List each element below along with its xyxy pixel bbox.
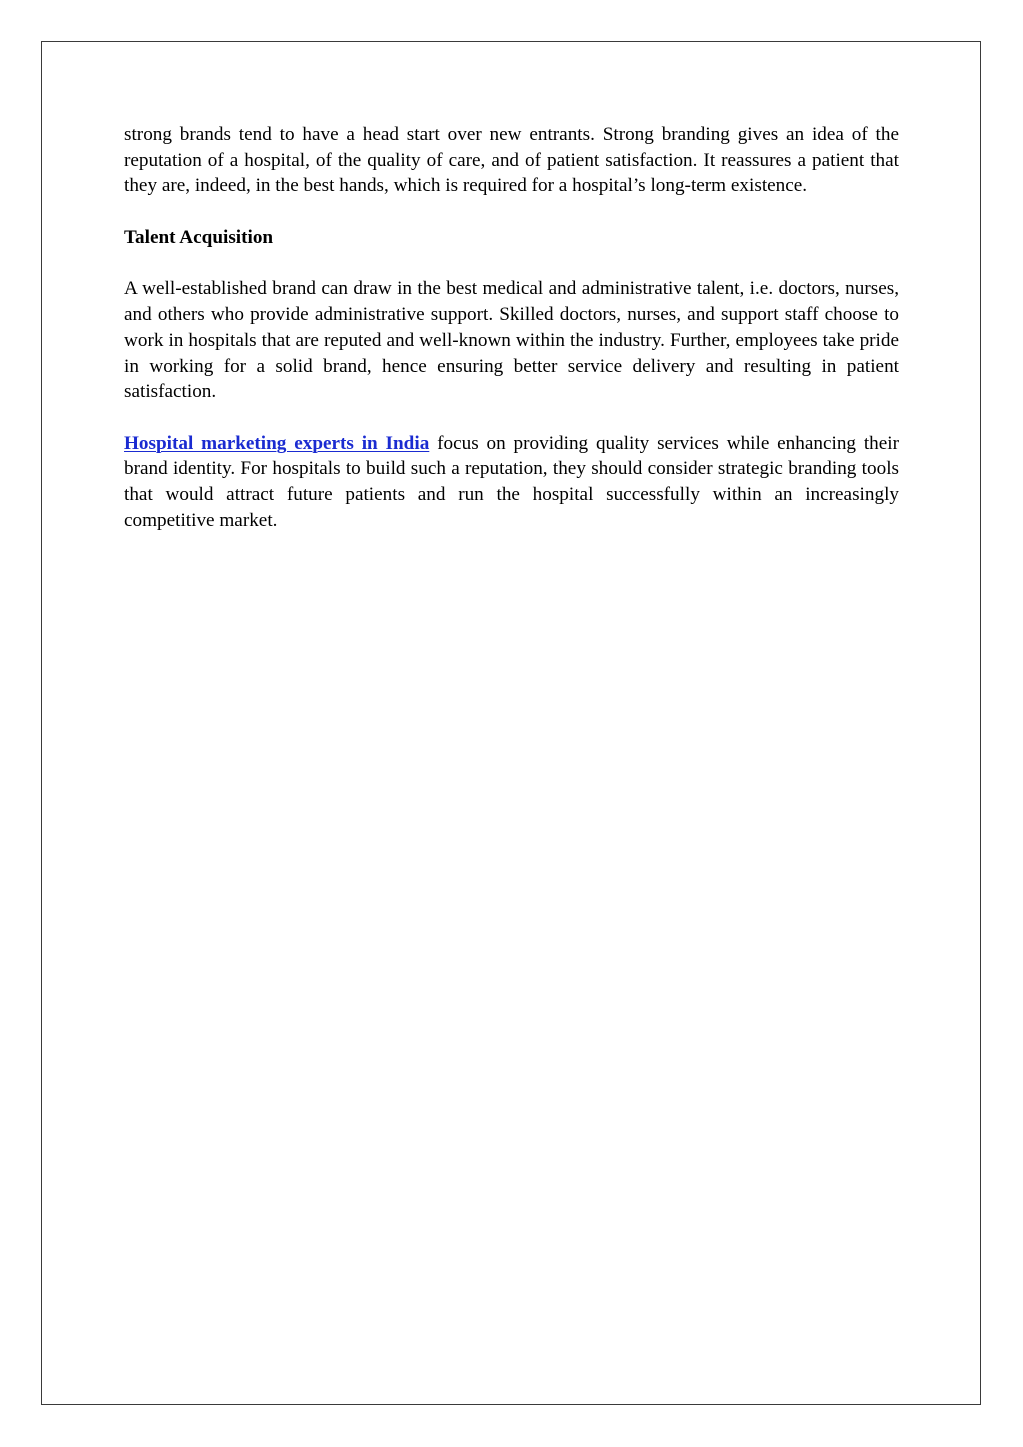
document-body (124, 122, 899, 559)
paragraph-marketing-experts-text: focus on providing quality services while enhancing their brand identity. For hospitals to build such a reputation, they should consider strategic branding tools that would attract future patients and run the hospital successfully within an increasingly competitive market. (124, 432, 899, 531)
hospital-marketing-experts-link[interactable]: Hospital marketing experts in India (124, 432, 430, 454)
section-heading-talent-acquisition: Talent Acquisition (124, 226, 274, 248)
paragraph-marketing-experts (124, 431, 899, 534)
paragraph-talent-acquisition: A well-established brand can draw in the best medical and administrative talent, i.e. doctors, nurses, and others who provide administrative support. Skilled doctors, nurses, and support staff choose to work in hospitals that are reputed and well-known within the industry. Further, employees take pride in working for a solid brand, hence ensuring better service delivery and resulting in patient satisfaction. (124, 278, 899, 403)
paragraph-branding-reputation: strong brands tend to have a head start over new entrants. Strong branding gives an idea of the reputation of a hospital, of the quality of care, and of patient satisfaction. It reassures a patient that they are, indeed, in the best hands, which is required for a hospital’s long-term existence. (124, 124, 899, 197)
